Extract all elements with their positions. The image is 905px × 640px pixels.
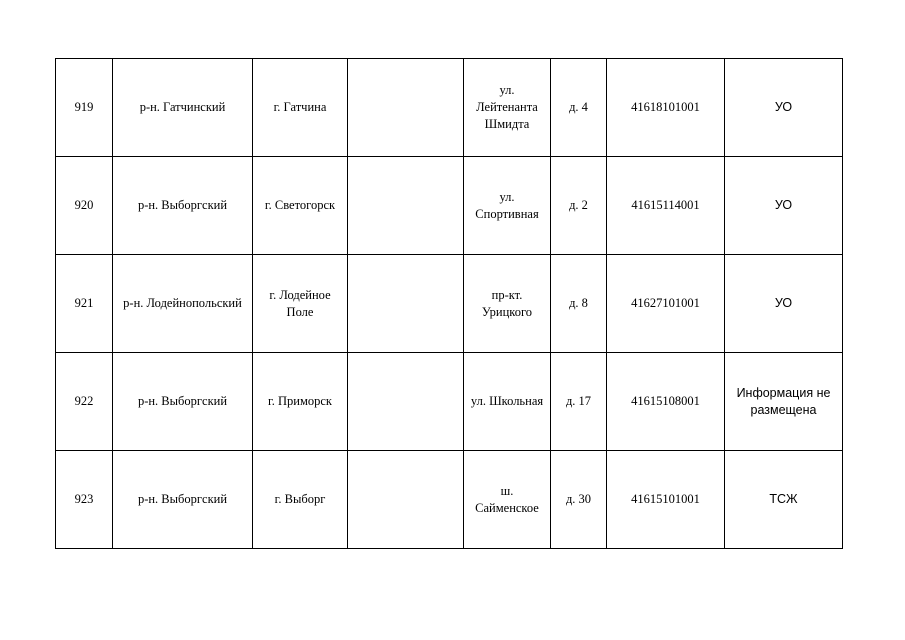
city-cell (253, 451, 348, 549)
locality-cell (348, 353, 464, 451)
row-number-cell (56, 59, 113, 157)
street-line: пр-кт. (491, 287, 523, 302)
management-type: УО (774, 296, 793, 310)
district-name: р-н. Выборгский (137, 492, 228, 506)
city-name: г. Лодейное Поле (269, 287, 331, 319)
house-cell (551, 157, 607, 255)
row-number-cell (56, 157, 113, 255)
row-number: 919 (74, 100, 94, 114)
management-cell (725, 157, 843, 255)
row-number: 923 (74, 492, 94, 506)
street-line: Урицкого (481, 304, 533, 319)
locality-cell (348, 255, 464, 353)
street-line: Шмидта (484, 117, 530, 131)
row-number: 922 (74, 394, 94, 408)
district-cell (113, 157, 253, 255)
street-name (482, 287, 532, 321)
management-type: УО (774, 100, 793, 114)
city-cell (253, 255, 348, 353)
house-number: д. 17 (565, 394, 592, 408)
oktmo-code: 41615114001 (631, 198, 700, 212)
locality-cell (348, 59, 464, 157)
oktmo-code: 41615101001 (631, 492, 700, 506)
table-row (56, 353, 843, 451)
oktmo-cell (607, 157, 725, 255)
city-cell (253, 353, 348, 451)
management-line: Информация не (736, 385, 831, 400)
oktmo-cell (607, 255, 725, 353)
locality-cell (348, 451, 464, 549)
table-row (56, 59, 843, 157)
house-cell (551, 255, 607, 353)
street-name (475, 189, 538, 223)
street-name (471, 393, 543, 410)
city-cell (253, 59, 348, 157)
house-number: д. 2 (569, 198, 588, 212)
oktmo-cell (607, 451, 725, 549)
locality-cell (348, 157, 464, 255)
city-name: г. Светогорск (264, 198, 336, 212)
management-type: УО (774, 198, 793, 212)
street-line: ш. (500, 483, 514, 498)
row-number: 920 (74, 198, 94, 212)
table-row (56, 451, 843, 549)
management-cell (725, 353, 843, 451)
house-number: д. 4 (569, 100, 588, 114)
house-cell (551, 59, 607, 157)
oktmo-cell (607, 59, 725, 157)
house-number: д. 8 (569, 296, 588, 310)
street-name (476, 82, 538, 133)
street-line: Сайменское (475, 500, 539, 515)
street-line: ул. Школьная (470, 394, 544, 408)
district-name: р-н. Выборгский (137, 198, 228, 212)
district-cell (113, 353, 253, 451)
oktmo-code: 41618101001 (631, 100, 700, 114)
row-number-cell (56, 255, 113, 353)
street-line: Спортивная (475, 206, 539, 221)
address-registry-table (55, 58, 843, 549)
district-cell (113, 255, 253, 353)
table-row (56, 255, 843, 353)
oktmo-code: 41615108001 (631, 394, 700, 408)
city-name: г. Приморск (268, 394, 332, 408)
house-cell (551, 451, 607, 549)
management-cell (725, 255, 843, 353)
street-line: Лейтенанта (476, 100, 538, 114)
table-row (56, 157, 843, 255)
city-cell (253, 157, 348, 255)
registry-table-body (56, 59, 843, 549)
district-name: р-н. Гатчинский (139, 100, 226, 114)
street-cell (464, 255, 551, 353)
management-cell (725, 59, 843, 157)
street-cell (464, 157, 551, 255)
management-type (737, 385, 831, 419)
oktmo-cell (607, 353, 725, 451)
oktmo-code: 41627101001 (631, 296, 700, 310)
district-cell (113, 59, 253, 157)
district-cell (113, 451, 253, 549)
street-line: ул. (499, 189, 515, 204)
street-name (475, 483, 539, 517)
house-number: д. 30 (565, 492, 592, 506)
street-cell (464, 353, 551, 451)
management-cell (725, 451, 843, 549)
management-line: размещена (750, 402, 817, 417)
row-number-cell (56, 451, 113, 549)
house-cell (551, 353, 607, 451)
management-type: ТСЖ (769, 492, 798, 506)
row-number: 921 (74, 296, 94, 310)
street-cell (464, 451, 551, 549)
district-name: р-н. Выборгский (137, 394, 228, 408)
row-number-cell (56, 353, 113, 451)
city-name: г. Гатчина (273, 100, 327, 114)
street-cell (464, 59, 551, 157)
street-line: ул. (499, 83, 515, 97)
district-name: р-н. Лодейнопольский (123, 296, 242, 310)
city-name: г. Выборг (274, 492, 326, 506)
